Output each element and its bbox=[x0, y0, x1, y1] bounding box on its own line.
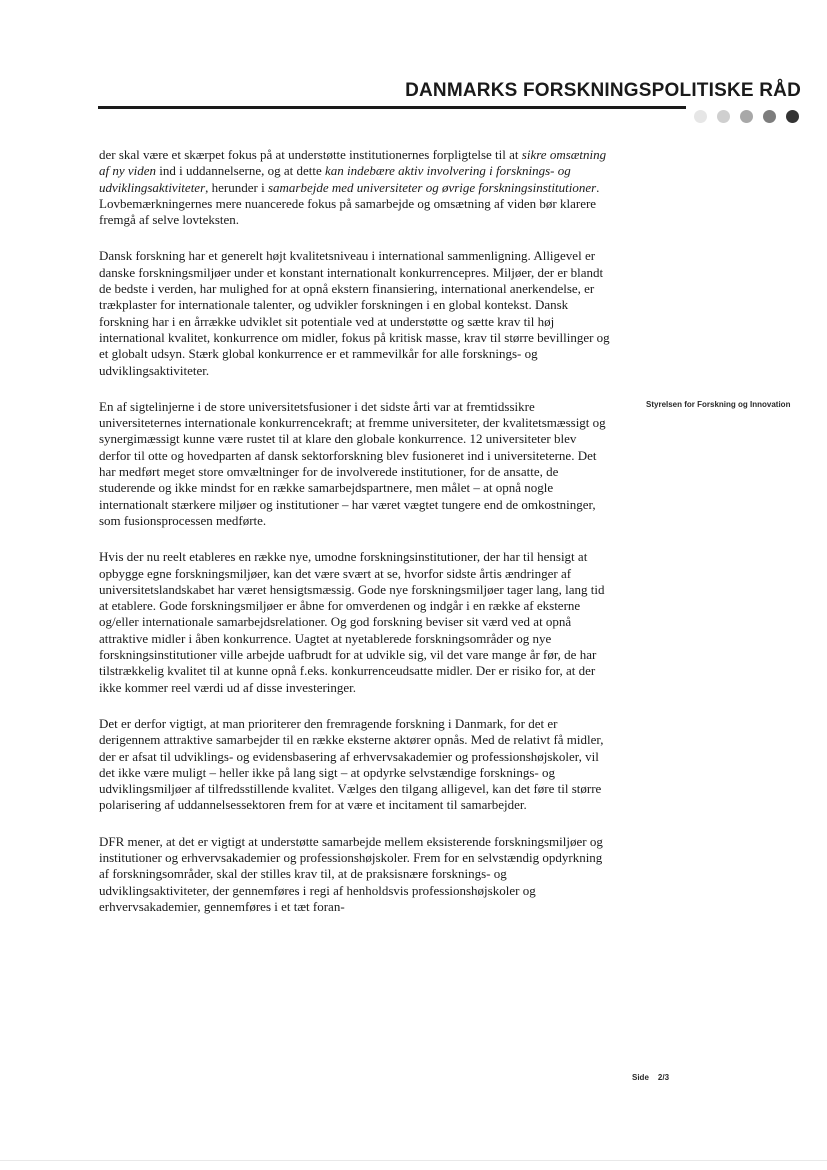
dot-icon bbox=[717, 110, 730, 123]
page-label: Side bbox=[632, 1073, 649, 1082]
emphasized-text: kan indebære aktiv involvering i forsknings- og udviklingsaktiviteter bbox=[99, 163, 571, 195]
sender-note: Styrelsen for Forskning og Innovation bbox=[646, 400, 791, 409]
emphasized-text: samarbejde med universiteter og øvrige forskningsinstitutioner bbox=[267, 179, 597, 195]
paragraph-text: ind i uddannelserne, og at dette bbox=[156, 163, 325, 179]
paragraph-text: , herunder i bbox=[205, 179, 268, 195]
page-count: 2/3 bbox=[657, 1073, 670, 1082]
page-number bbox=[632, 1073, 669, 1082]
emphasized-text: sikre omsætning af ny viden bbox=[99, 147, 607, 179]
paragraph-1 bbox=[99, 147, 611, 228]
paragraph-6: DFR mener, at det er vigtigt at understøtte samarbejde mellem eksisterende forskningsmiljøer og institutioner og erhvervsakademier og professionshøjskoler. Frem for en selvstændig opdyrkning af forskningsområder, skal der stilles krav til, at de praksisnære forsknings- og udviklingsaktiviteter, der gennemføres i regi af henholdsvis professionshøjskoler og erhvervsakademier, gennemføres i et tæt foran- bbox=[99, 833, 603, 914]
paragraph-5: Det er derfor vigtigt, at man prioriterer den fremragende forskning i Danmark, for det er derigennem attraktive samarbejder til en række eksterne aktører opnås. Med de relativt få midler, der er afsat til udviklings- og evidensbasering af erhvervsakademier og professionshøjskoler, vil det ikke være muligt – heller ikke på lang sigt – at opdyrke selvstændige forsknings- og udviklingsmiljøer af tilfredsstillende kvalitet. Vælges den tilgang alligevel, kan det føre til større polarisering af uddannelsessektoren frem for at være et incitament til samarbejder. bbox=[99, 715, 604, 813]
dot-icon bbox=[786, 110, 799, 123]
dot-icon bbox=[763, 110, 776, 123]
header-rule bbox=[98, 106, 686, 109]
letter-body bbox=[99, 147, 611, 935]
scan-edge bbox=[0, 1160, 827, 1161]
organization-name: DANMARKS FORSKNINGSPOLITISKE RÅD bbox=[405, 80, 801, 101]
paragraph-4: Hvis der nu reelt etableres en række nye, umodne forskningsinstitutioner, der har til hensigt at opbygge egne forskningsmiljøer, kan det være svært at se, hvorfor sidste årtis ændringer af universitetslandskabet har været hensigtsmæssig. Gode nye forskningsmiljøer tager lang, lang tid at etablere. Gode forskningsmiljøer er åbne for omverdenen og indgår i en række af eksterne og/eller internationale samarbejdsrelationer. Og god forskning beviser sit værd ved at opnå attraktive midler i åben konkurrence. Uagtet at nyetablerede forskningsområder og nye forskningsinstitutioner ville arbejde uafbrudt for at udvikle sig, vil det vare mange år før, de har tilstrækkelig kvalitet til at kunne opnå f.eks. konkurrenceudsatte midler. Der er risiko for, at der ikke kommer reel værdi ud af disse investeringer. bbox=[99, 549, 605, 695]
paragraph-text: . Lovbemærkningernes mere nuancerede fokus på samarbejde og omsætning af viden bør klarere fremgå af selve lovteksten. bbox=[99, 179, 600, 228]
decorative-dots bbox=[694, 110, 804, 126]
dot-icon bbox=[694, 110, 707, 123]
dot-icon bbox=[740, 110, 753, 123]
paragraph-text: der skal være et skærpet fokus på at understøtte institutionernes forpligtelse til at bbox=[99, 147, 522, 162]
paragraph-3: En af sigtelinjerne i de store universitetsfusioner i det sidste årti var at fremtidssikre universiteternes internationale konkurrencekraft; at fremme universiteter, der kvalitetsmæssigt og synergimæssigt kunne være rustet til at klare den globale konkurrence. 12 universiteter blev derfor til otte og hovedparten af dansk sektorforskning blev fusioneret ind i universiteterne. Det har medført meget store omvæltninger for de involverede institutioner, for de ansatte, de studerende og ikke mindst for en række samarbejdspartnere, men målet – at opnå nogle internationalt stærkere miljøer og institutioner – har været vægtet tungere end de omkostninger, som fusionsprocessen medførte. bbox=[99, 398, 606, 528]
paragraph-2: Dansk forskning har et generelt højt kvalitetsniveau i international sammenligning. Alligevel er danske forskningsmiljøer under et konstant internationalt konkurrencepres. Miljøer, der er blandt de bedste i verden, har mulighed for at opnå ekstern finansiering, international anerkendelse, er trækplaster for internationale talenter, og udvikler forskningen i en global kontekst. Dansk forskning har i en årrække udviklet sit potentiale ved at understøtte og sætte krav til høj international kvalitet, konkurrence om midler, fokus på kritisk masse, krav til større bevillinger og et globalt udsyn. Stærk global konkurrence er et rammevilkår for alle forsknings- og udviklingsaktiviteter. bbox=[99, 248, 610, 378]
